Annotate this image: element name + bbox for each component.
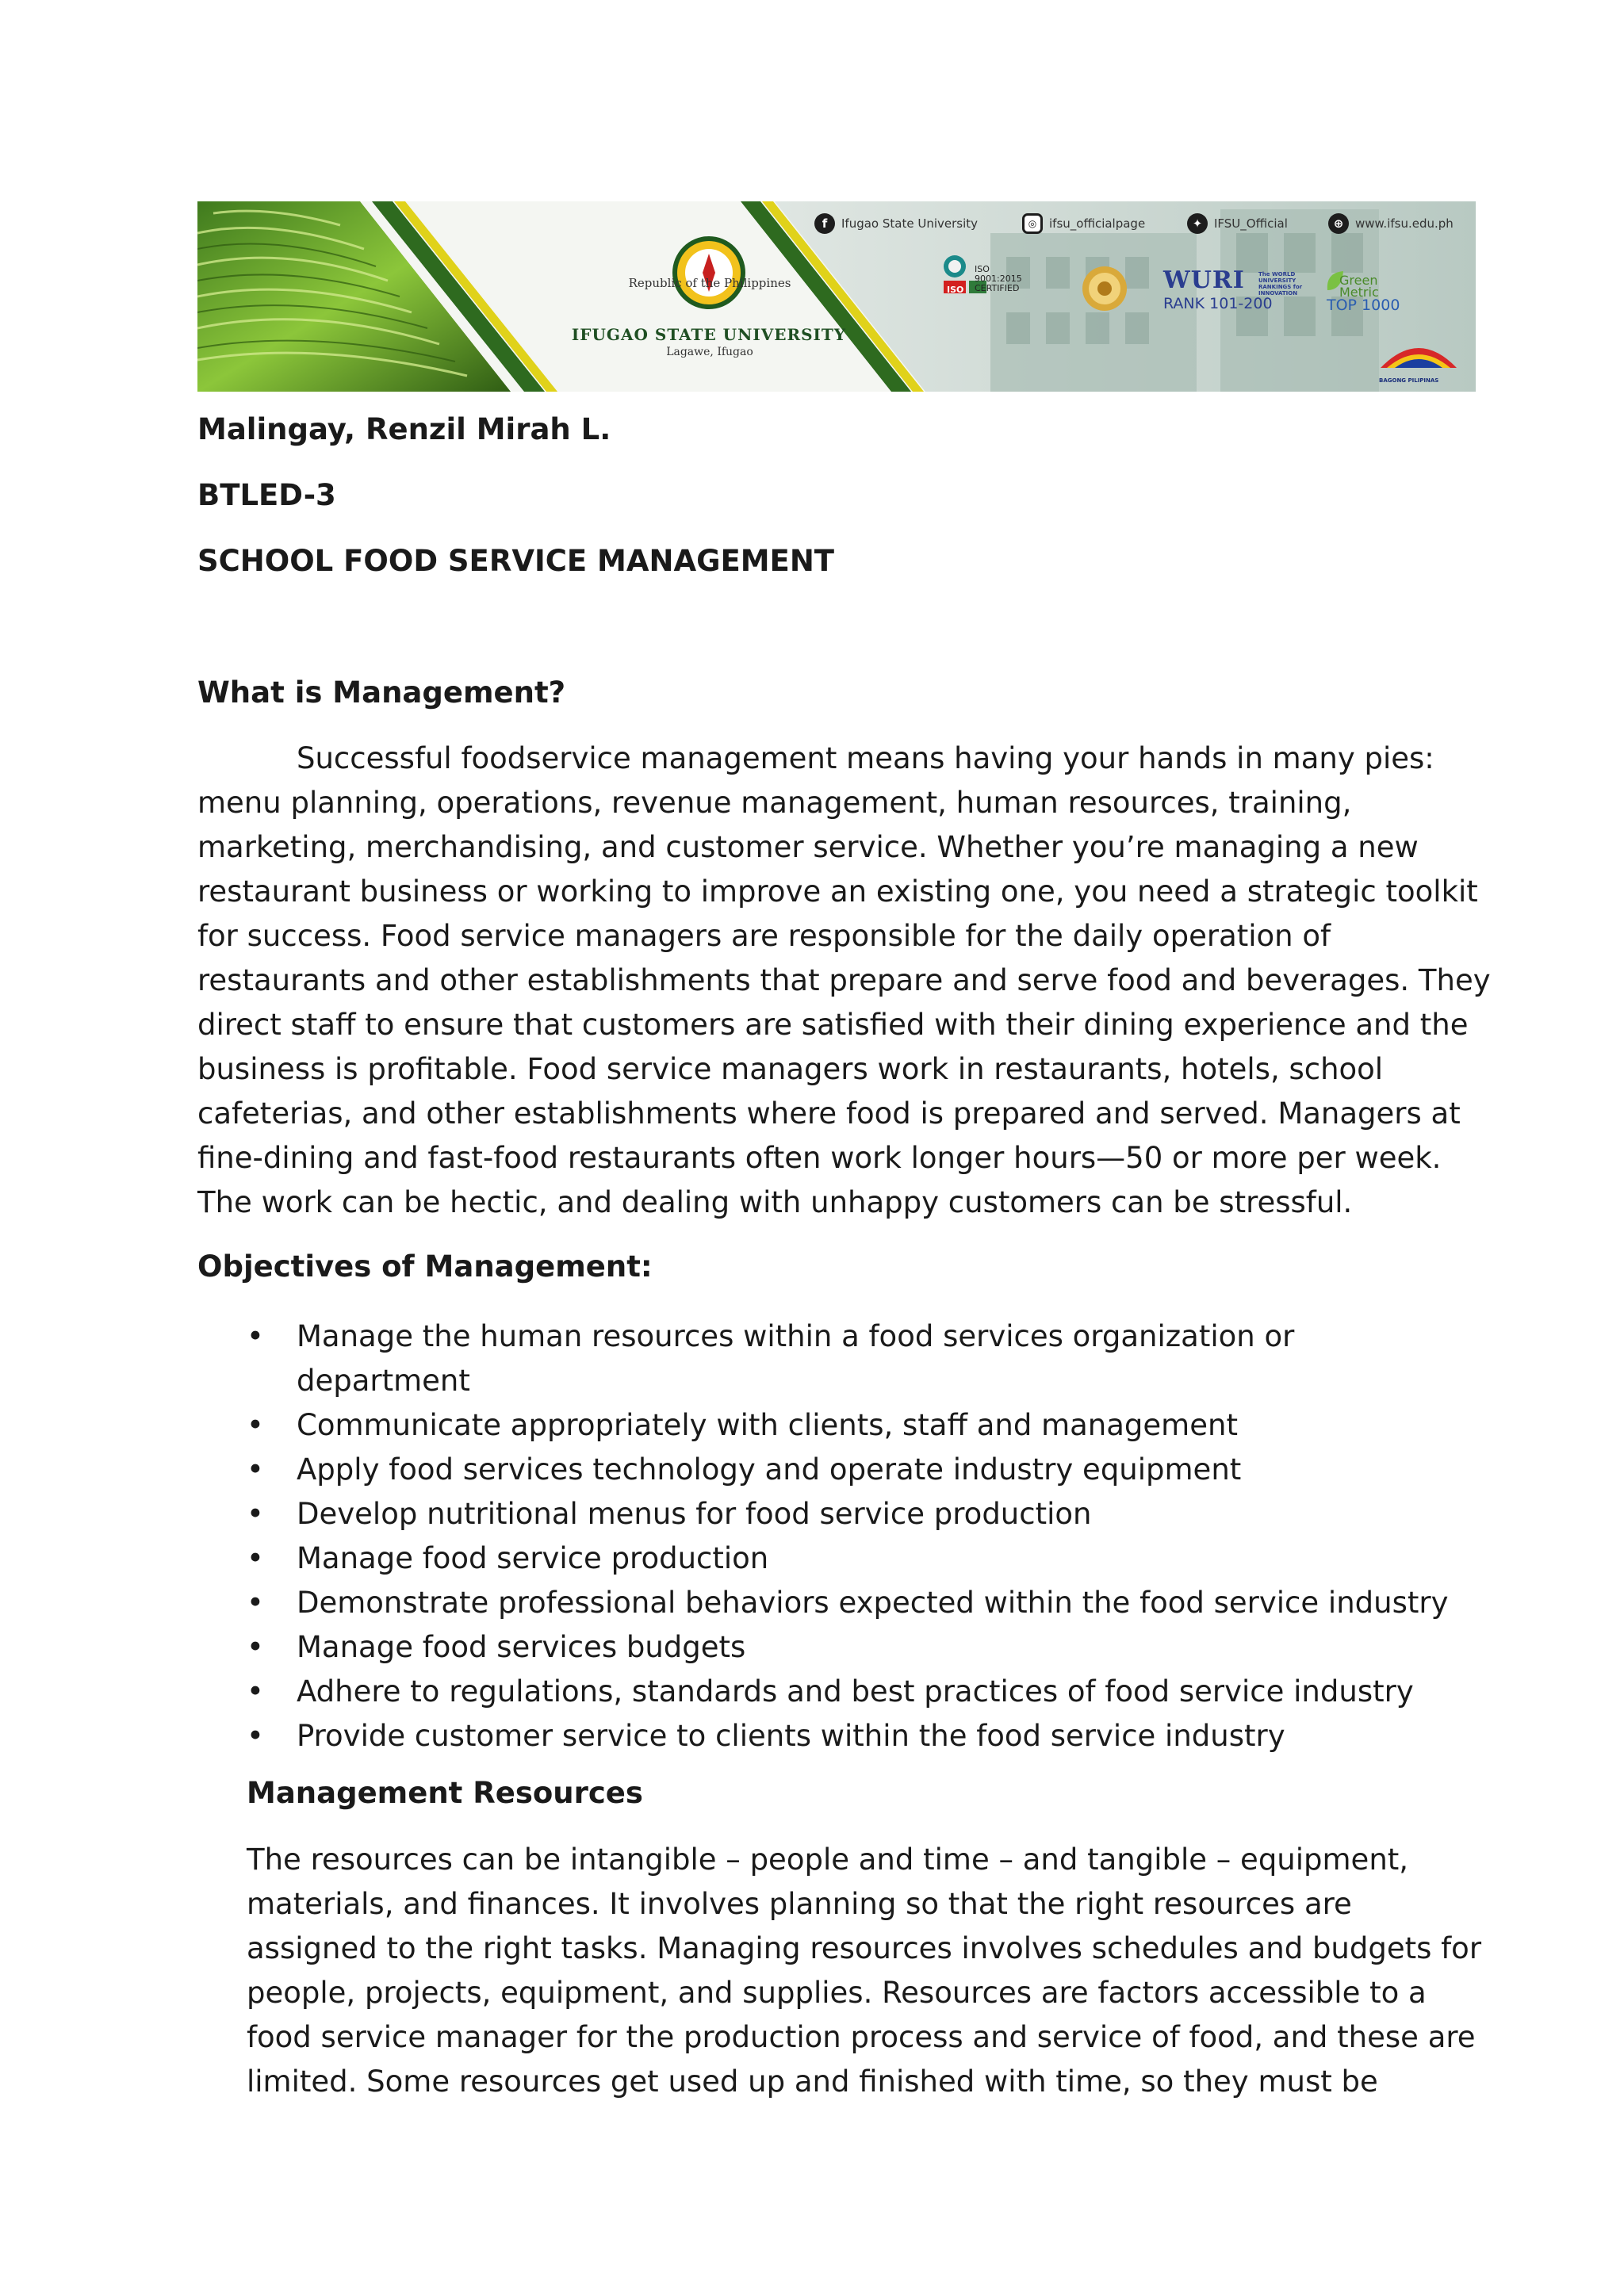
greenmetric-text: [1339, 274, 1379, 298]
paragraph-line: cafeterias, and other establishments where food is prepared and served. Managers at: [197, 1096, 1461, 1131]
list-item: [197, 1581, 1482, 1625]
iso-label: ISO: [947, 285, 964, 295]
list-item-text: Manage food services budgets: [297, 1630, 746, 1664]
twitter-icon: ✦: [1187, 213, 1208, 234]
list-item-text: Communicate appropriately with clients, staff and management: [297, 1408, 1238, 1442]
list-item-text: Provide customer service to clients within the food service industry: [297, 1719, 1285, 1753]
iso-certified-text: ISO 9001:2015 CERTIFIED: [975, 264, 1022, 293]
paragraph-line: for success. Food service managers are responsible for the daily operation of: [197, 919, 1331, 953]
paragraph-line: fine-dining and fast-food restaurants often work longer hours—50 or more per week.: [197, 1141, 1442, 1175]
facebook-label: Ifugao State University: [841, 216, 979, 231]
instagram-icon: ◎: [1022, 213, 1043, 234]
list-item-text: Manage the human resources within a food services organization or: [297, 1319, 1295, 1353]
social-instagram[interactable]: [1022, 212, 1145, 235]
greenmetric-top: Green: [1339, 273, 1378, 288]
list-item-text: Develop nutritional menus for food service production: [297, 1497, 1092, 1531]
list-item-text: Adhere to regulations, standards and best practices of food service industry: [297, 1674, 1414, 1709]
university-location: Lagawe, Ifugao: [666, 346, 753, 358]
social-facebook[interactable]: [814, 212, 978, 235]
facebook-icon: f: [814, 213, 835, 234]
list-item-text: Apply food services technology and operate industry equipment: [297, 1452, 1242, 1487]
paragraph-line: menu planning, operations, revenue management, human resources, training,: [197, 786, 1352, 820]
student-name: Malingay, Renzil Mirah L.: [197, 412, 611, 446]
list-item: [197, 1714, 1482, 1758]
paragraph-line: food service manager for the production process and service of food, and these are: [247, 2020, 1476, 2054]
university-name: IFUGAO STATE UNIVERSITY: [571, 325, 847, 344]
paragraph-line: restaurant business or working to improve an existing one, you need a strategic toolkit: [197, 874, 1478, 909]
list-item: [197, 1625, 1482, 1670]
bullet: •: [247, 1719, 264, 1753]
paragraph-line: business is profitable. Food service managers work in restaurants, hotels, school: [197, 1052, 1384, 1086]
list-item: [197, 1492, 1482, 1536]
paragraph-line: direct staff to ensure that customers are satisfied with their dining experience and the: [197, 1008, 1469, 1042]
subject-title: SCHOOL FOOD SERVICE MANAGEMENT: [197, 544, 835, 578]
paragraph-line: materials, and finances. It involves planning so that the right resources are: [247, 1887, 1352, 1921]
paragraph-line: limited. Some resources get used up and finished with time, so they must be: [247, 2064, 1378, 2099]
bullet: •: [247, 1586, 264, 1620]
bullet: •: [247, 1541, 264, 1575]
list-item-text: department: [297, 1364, 470, 1398]
list-item: [197, 1448, 1482, 1492]
list-item-text: Demonstrate professional behaviors expected within the food service industry: [297, 1586, 1449, 1620]
resources-paragraph: [247, 1838, 1515, 2104]
social-website[interactable]: [1328, 212, 1454, 235]
bullet: •: [247, 1674, 264, 1709]
course-code: BTLED-3: [197, 478, 336, 512]
university-seal: [672, 236, 745, 309]
paragraph-line: Successful foodservice management means having your hands in many pies:: [297, 741, 1434, 775]
section-heading-objectives: Objectives of Management:: [197, 1249, 653, 1284]
bullet: •: [247, 1319, 264, 1353]
wuri-subtitle: The WORLD UNIVERSITY RANKINGS for INNOVATION: [1258, 271, 1303, 297]
list-item: [197, 1403, 1482, 1448]
section-heading-what-is-management: What is Management?: [197, 675, 566, 710]
list-item: [197, 1314, 1482, 1403]
gold-seal: [1082, 266, 1127, 311]
wuri-rank: RANK 101-200: [1163, 295, 1273, 312]
twitter-label: IFSU_Official: [1214, 216, 1288, 231]
paragraph-line: people, projects, equipment, and supplies. Resources are factors accessible to a: [247, 1976, 1427, 2010]
greenmetric-bottom: Metric: [1339, 285, 1379, 300]
website-label: www.ifsu.edu.ph: [1355, 216, 1454, 231]
globe-icon: ⊕: [1328, 213, 1349, 234]
bullet: •: [247, 1408, 264, 1442]
bagong-pilipinas-text: BAGONG PILIPINAS: [1379, 377, 1439, 384]
list-item: [197, 1536, 1482, 1581]
instagram-label: ifsu_officialpage: [1049, 216, 1146, 231]
list-item: [197, 1670, 1482, 1714]
bullet: •: [247, 1497, 264, 1531]
list-item-text: Manage food service production: [297, 1541, 769, 1575]
greenmetric-rank: TOP 1000: [1327, 297, 1400, 314]
paragraph-line: The work can be hectic, and dealing with unhappy customers can be stressful.: [197, 1185, 1353, 1219]
paragraph-line: assigned to the right tasks. Managing resources involves schedules and budgets for: [247, 1931, 1482, 1965]
wuri-logo-text: WURI: [1163, 266, 1245, 294]
section-heading-management-resources: Management Resources: [247, 1776, 643, 1810]
paragraph-line: marketing, merchandising, and customer service. Whether you’re managing a new: [197, 830, 1419, 864]
bullet: •: [247, 1630, 264, 1664]
paragraph-line: restaurants and other establishments that prepare and serve food and beverages. They: [197, 963, 1491, 997]
objectives-list: [197, 1314, 1482, 1758]
paragraph-line: The resources can be intangible – people and time – and tangible – equipment,: [247, 1843, 1409, 1877]
university-banner: [197, 201, 1476, 392]
management-paragraph: [197, 737, 1498, 1225]
republic-text: Republic of the Philippines: [628, 276, 791, 290]
social-twitter[interactable]: [1187, 212, 1288, 235]
bullet: •: [247, 1452, 264, 1487]
